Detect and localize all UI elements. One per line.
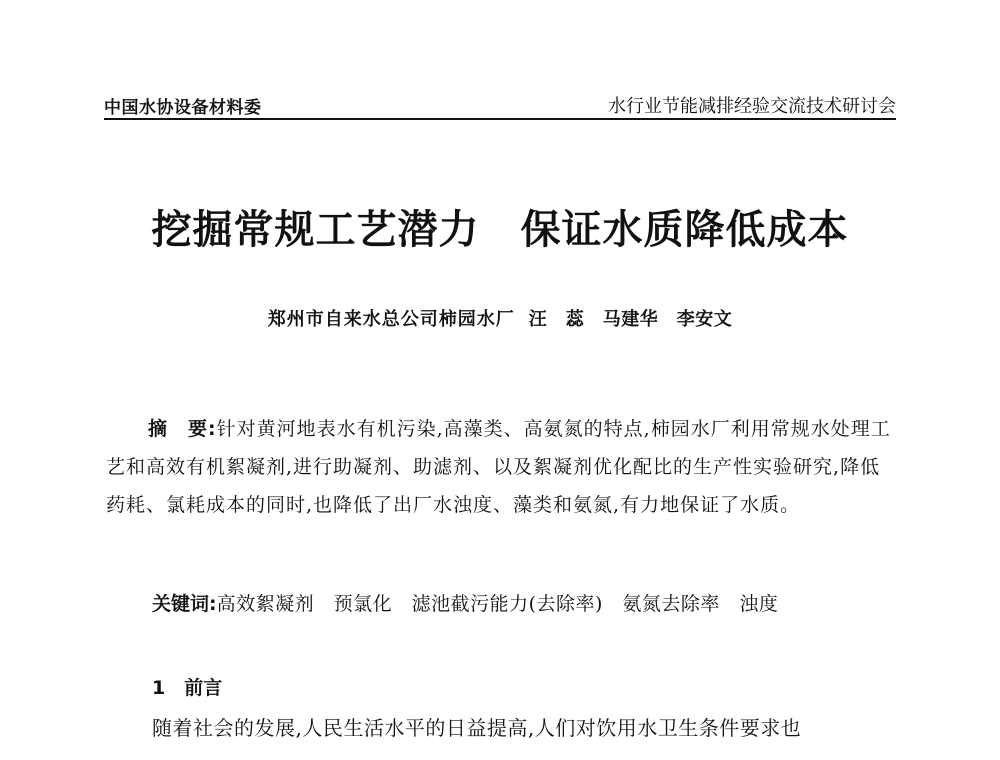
paper-title: 挖掘常规工艺潜力 保证水质降低成本 [151,206,849,253]
running-header [104,92,896,120]
keywords-label: 关键词: [152,593,217,615]
header-organization: 中国水协设备材料委 [104,98,262,118]
keywords-text: 高效絮凝剂 预氯化 滤池截污能力(去除率) 氨氮去除率 浊度 [216,593,779,615]
abstract-label: 摘 要: [148,418,217,440]
author-affiliation: 郑州市自来水总公司柿园水厂 [267,309,515,330]
abstract-text: 针对黄河地表水有机污染,高藻类、高氨氮的特点,柿园水厂利用常规水处理工艺和高效有机絮凝剂,进行助凝剂、助滤剂、以及絮凝剂优化配比的生产性实验研究,降低药耗、氯耗成本的同时,也降低了出厂水浊度、藻类和氨氮,有力地保证了水质。 [106,418,891,516]
keywords [152,589,896,616]
abstract [106,410,896,524]
header-conference: 水行业节能减排经验交流技术研讨会 [608,96,896,117]
body-paragraph: 随着社会的发展,人民生活水平的日益提高,人们对饮用水卫生条件要求也 [152,716,802,740]
author-names: 汪 蕊 马建华 李安文 [528,309,733,330]
section-heading-introduction: 1 前言 [152,677,223,699]
byline [0,305,1000,331]
